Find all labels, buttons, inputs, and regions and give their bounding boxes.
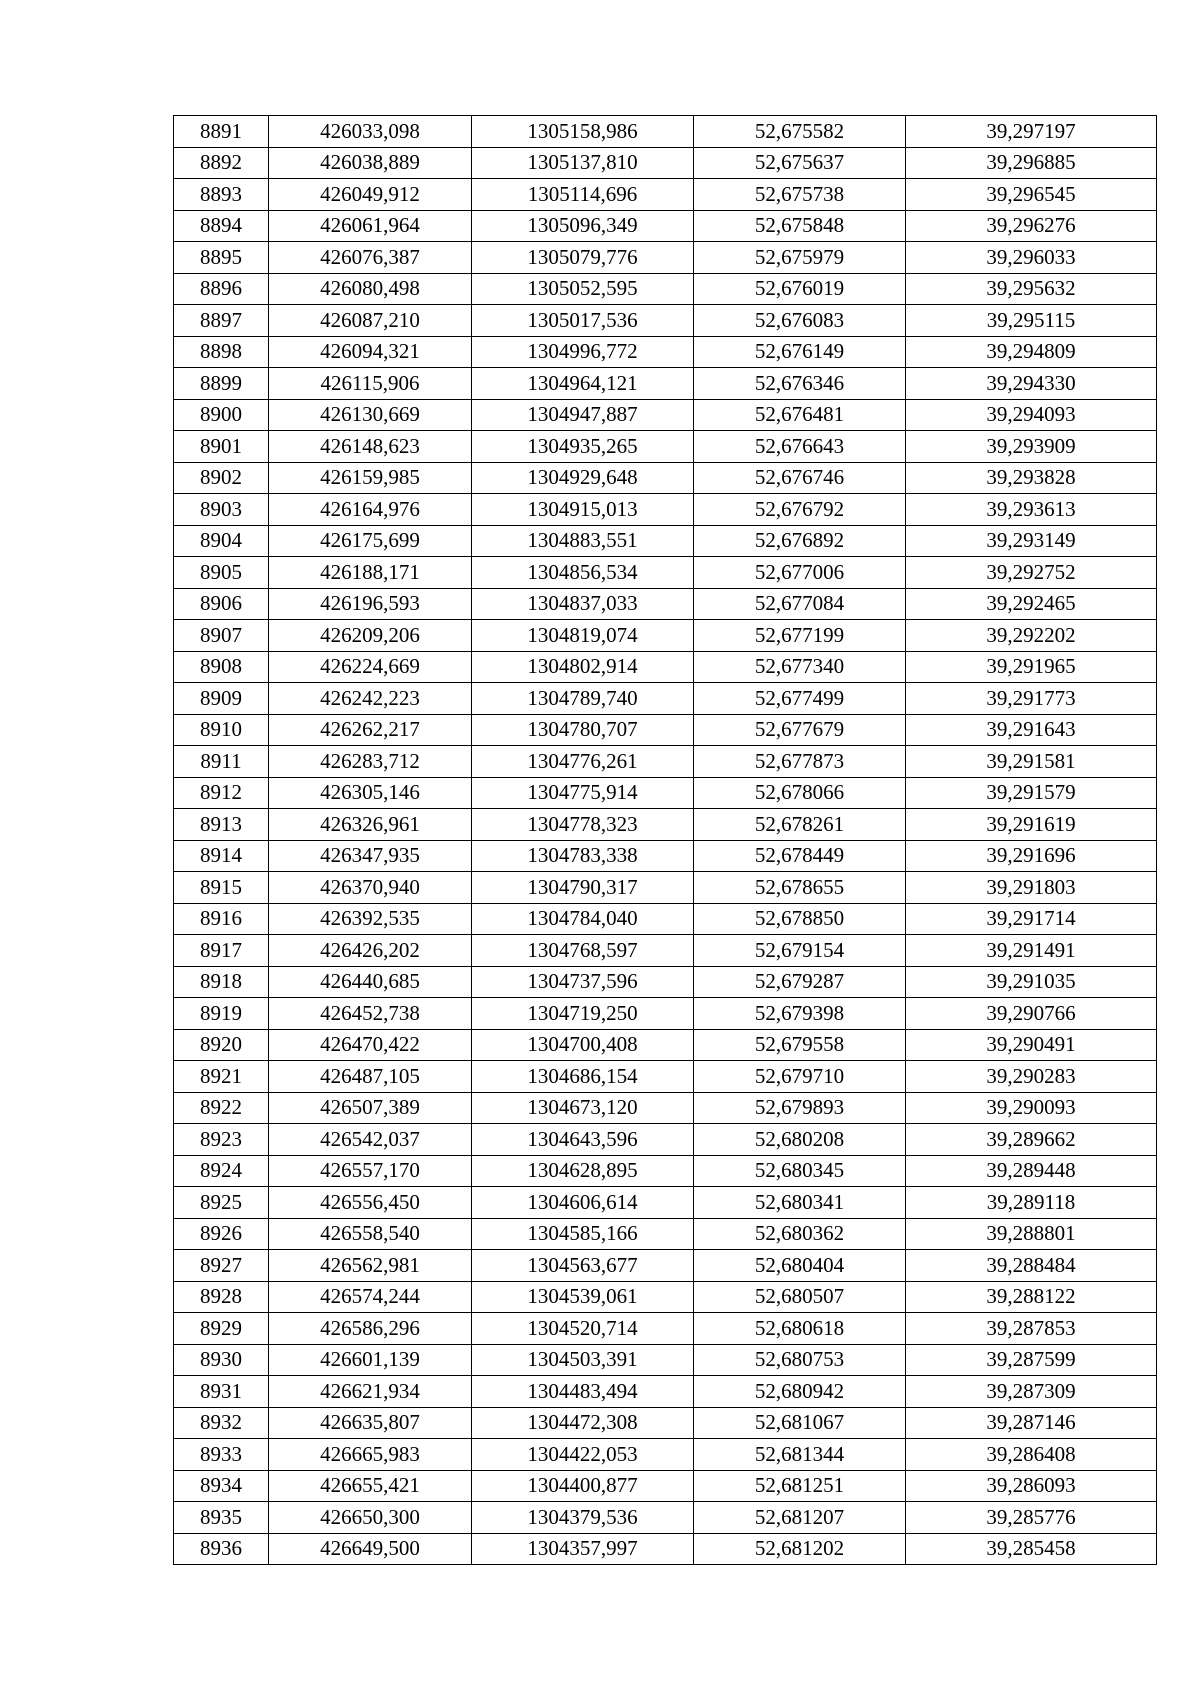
longitude-cell: 39,287599 — [906, 1344, 1157, 1376]
point-number-cell: 8894 — [174, 210, 269, 242]
table-row — [174, 1407, 1157, 1439]
latitude-cell: 52,680753 — [694, 1344, 906, 1376]
x-coordinate-cell: 426038,889 — [269, 147, 472, 179]
latitude-cell: 52,681251 — [694, 1470, 906, 1502]
longitude-cell: 39,290766 — [906, 998, 1157, 1030]
point-number-cell: 8926 — [174, 1218, 269, 1250]
latitude-cell: 52,681344 — [694, 1439, 906, 1471]
table-row — [174, 935, 1157, 967]
table-row — [174, 273, 1157, 305]
table-row — [174, 1344, 1157, 1376]
y-coordinate-cell: 1304628,895 — [472, 1155, 694, 1187]
table-row — [174, 714, 1157, 746]
y-coordinate-cell: 1304775,914 — [472, 777, 694, 809]
x-coordinate-cell: 426033,098 — [269, 116, 472, 148]
table-row — [174, 116, 1157, 148]
point-number-cell: 8936 — [174, 1533, 269, 1565]
latitude-cell: 52,680507 — [694, 1281, 906, 1313]
table-row — [174, 683, 1157, 715]
table-row — [174, 1187, 1157, 1219]
y-coordinate-cell: 1304563,677 — [472, 1250, 694, 1282]
y-coordinate-cell: 1305017,536 — [472, 305, 694, 337]
longitude-cell: 39,285776 — [906, 1502, 1157, 1534]
table-row — [174, 1092, 1157, 1124]
y-coordinate-cell: 1304784,040 — [472, 903, 694, 935]
longitude-cell: 39,286093 — [906, 1470, 1157, 1502]
latitude-cell: 52,676892 — [694, 525, 906, 557]
point-number-cell: 8928 — [174, 1281, 269, 1313]
x-coordinate-cell: 426649,500 — [269, 1533, 472, 1565]
longitude-cell: 39,291696 — [906, 840, 1157, 872]
table-row — [174, 1029, 1157, 1061]
longitude-cell: 39,291714 — [906, 903, 1157, 935]
longitude-cell: 39,285458 — [906, 1533, 1157, 1565]
longitude-cell: 39,286408 — [906, 1439, 1157, 1471]
latitude-cell: 52,675637 — [694, 147, 906, 179]
table-row — [174, 1124, 1157, 1156]
point-number-cell: 8909 — [174, 683, 269, 715]
longitude-cell: 39,296885 — [906, 147, 1157, 179]
longitude-cell: 39,289662 — [906, 1124, 1157, 1156]
x-coordinate-cell: 426148,623 — [269, 431, 472, 463]
y-coordinate-cell: 1305137,810 — [472, 147, 694, 179]
x-coordinate-cell: 426188,171 — [269, 557, 472, 589]
point-number-cell: 8912 — [174, 777, 269, 809]
latitude-cell: 52,680618 — [694, 1313, 906, 1345]
longitude-cell: 39,291491 — [906, 935, 1157, 967]
y-coordinate-cell: 1304768,597 — [472, 935, 694, 967]
y-coordinate-cell: 1304964,121 — [472, 368, 694, 400]
table-row — [174, 651, 1157, 683]
table-row — [174, 1533, 1157, 1565]
table-row — [174, 1281, 1157, 1313]
x-coordinate-cell: 426049,912 — [269, 179, 472, 211]
longitude-cell: 39,294330 — [906, 368, 1157, 400]
y-coordinate-cell: 1304673,120 — [472, 1092, 694, 1124]
latitude-cell: 52,681207 — [694, 1502, 906, 1534]
latitude-cell: 52,678449 — [694, 840, 906, 872]
latitude-cell: 52,680942 — [694, 1376, 906, 1408]
y-coordinate-cell: 1305114,696 — [472, 179, 694, 211]
y-coordinate-cell: 1304585,166 — [472, 1218, 694, 1250]
y-coordinate-cell: 1304539,061 — [472, 1281, 694, 1313]
x-coordinate-cell: 426470,422 — [269, 1029, 472, 1061]
latitude-cell: 52,680362 — [694, 1218, 906, 1250]
y-coordinate-cell: 1304783,338 — [472, 840, 694, 872]
point-number-cell: 8899 — [174, 368, 269, 400]
longitude-cell: 39,296033 — [906, 242, 1157, 274]
point-number-cell: 8925 — [174, 1187, 269, 1219]
latitude-cell: 52,679893 — [694, 1092, 906, 1124]
latitude-cell: 52,677006 — [694, 557, 906, 589]
table-row — [174, 336, 1157, 368]
latitude-cell: 52,681202 — [694, 1533, 906, 1565]
x-coordinate-cell: 426452,738 — [269, 998, 472, 1030]
y-coordinate-cell: 1304935,265 — [472, 431, 694, 463]
table-row — [174, 746, 1157, 778]
table-row — [174, 777, 1157, 809]
y-coordinate-cell: 1304915,013 — [472, 494, 694, 526]
y-coordinate-cell: 1304819,074 — [472, 620, 694, 652]
longitude-cell: 39,291773 — [906, 683, 1157, 715]
x-coordinate-cell: 426094,321 — [269, 336, 472, 368]
point-number-cell: 8914 — [174, 840, 269, 872]
longitude-cell: 39,292752 — [906, 557, 1157, 589]
x-coordinate-cell: 426130,669 — [269, 399, 472, 431]
point-number-cell: 8924 — [174, 1155, 269, 1187]
table-row — [174, 998, 1157, 1030]
y-coordinate-cell: 1304700,408 — [472, 1029, 694, 1061]
longitude-cell: 39,290093 — [906, 1092, 1157, 1124]
latitude-cell: 52,677679 — [694, 714, 906, 746]
longitude-cell: 39,287146 — [906, 1407, 1157, 1439]
table-row — [174, 525, 1157, 557]
longitude-cell: 39,297197 — [906, 116, 1157, 148]
x-coordinate-cell: 426164,976 — [269, 494, 472, 526]
latitude-cell: 52,676019 — [694, 273, 906, 305]
point-number-cell: 8929 — [174, 1313, 269, 1345]
point-number-cell: 8898 — [174, 336, 269, 368]
latitude-cell: 52,677499 — [694, 683, 906, 715]
y-coordinate-cell: 1304472,308 — [472, 1407, 694, 1439]
longitude-cell: 39,294093 — [906, 399, 1157, 431]
y-coordinate-cell: 1304856,534 — [472, 557, 694, 589]
y-coordinate-cell: 1305158,986 — [472, 116, 694, 148]
latitude-cell: 52,680404 — [694, 1250, 906, 1282]
latitude-cell: 52,679398 — [694, 998, 906, 1030]
table-row — [174, 1313, 1157, 1345]
table-row — [174, 903, 1157, 935]
y-coordinate-cell: 1304737,596 — [472, 966, 694, 998]
point-number-cell: 8915 — [174, 872, 269, 904]
x-coordinate-cell: 426574,244 — [269, 1281, 472, 1313]
table-row — [174, 1218, 1157, 1250]
y-coordinate-cell: 1304996,772 — [472, 336, 694, 368]
longitude-cell: 39,292465 — [906, 588, 1157, 620]
longitude-cell: 39,295632 — [906, 273, 1157, 305]
point-number-cell: 8918 — [174, 966, 269, 998]
longitude-cell: 39,289448 — [906, 1155, 1157, 1187]
longitude-cell: 39,296545 — [906, 179, 1157, 211]
latitude-cell: 52,676481 — [694, 399, 906, 431]
x-coordinate-cell: 426175,699 — [269, 525, 472, 557]
longitude-cell: 39,291803 — [906, 872, 1157, 904]
table-row — [174, 840, 1157, 872]
latitude-cell: 52,680208 — [694, 1124, 906, 1156]
longitude-cell: 39,291579 — [906, 777, 1157, 809]
latitude-cell: 52,676643 — [694, 431, 906, 463]
point-number-cell: 8935 — [174, 1502, 269, 1534]
table-row — [174, 1061, 1157, 1093]
y-coordinate-cell: 1304929,648 — [472, 462, 694, 494]
latitude-cell: 52,679154 — [694, 935, 906, 967]
latitude-cell: 52,675848 — [694, 210, 906, 242]
y-coordinate-cell: 1304400,877 — [472, 1470, 694, 1502]
x-coordinate-cell: 426426,202 — [269, 935, 472, 967]
table-row — [174, 557, 1157, 589]
x-coordinate-cell: 426392,535 — [269, 903, 472, 935]
longitude-cell: 39,293613 — [906, 494, 1157, 526]
x-coordinate-cell: 426076,387 — [269, 242, 472, 274]
longitude-cell: 39,290283 — [906, 1061, 1157, 1093]
y-coordinate-cell: 1304520,714 — [472, 1313, 694, 1345]
table-row — [174, 399, 1157, 431]
longitude-cell: 39,287853 — [906, 1313, 1157, 1345]
x-coordinate-cell: 426283,712 — [269, 746, 472, 778]
y-coordinate-cell: 1304357,997 — [472, 1533, 694, 1565]
latitude-cell: 52,675738 — [694, 179, 906, 211]
point-number-cell: 8934 — [174, 1470, 269, 1502]
y-coordinate-cell: 1304780,707 — [472, 714, 694, 746]
point-number-cell: 8905 — [174, 557, 269, 589]
x-coordinate-cell: 426080,498 — [269, 273, 472, 305]
latitude-cell: 52,677873 — [694, 746, 906, 778]
point-number-cell: 8896 — [174, 273, 269, 305]
y-coordinate-cell: 1304719,250 — [472, 998, 694, 1030]
point-number-cell: 8921 — [174, 1061, 269, 1093]
y-coordinate-cell: 1304606,614 — [472, 1187, 694, 1219]
y-coordinate-cell: 1305079,776 — [472, 242, 694, 274]
longitude-cell: 39,293909 — [906, 431, 1157, 463]
point-number-cell: 8916 — [174, 903, 269, 935]
point-number-cell: 8908 — [174, 651, 269, 683]
y-coordinate-cell: 1304947,887 — [472, 399, 694, 431]
x-coordinate-cell: 426601,139 — [269, 1344, 472, 1376]
longitude-cell: 39,291965 — [906, 651, 1157, 683]
y-coordinate-cell: 1305096,349 — [472, 210, 694, 242]
x-coordinate-cell: 426586,296 — [269, 1313, 472, 1345]
y-coordinate-cell: 1304643,596 — [472, 1124, 694, 1156]
latitude-cell: 52,675582 — [694, 116, 906, 148]
latitude-cell: 52,676083 — [694, 305, 906, 337]
x-coordinate-cell: 426115,906 — [269, 368, 472, 400]
point-number-cell: 8922 — [174, 1092, 269, 1124]
latitude-cell: 52,677084 — [694, 588, 906, 620]
point-number-cell: 8893 — [174, 179, 269, 211]
table-row — [174, 210, 1157, 242]
longitude-cell: 39,292202 — [906, 620, 1157, 652]
x-coordinate-cell: 426542,037 — [269, 1124, 472, 1156]
coordinates-table — [173, 115, 1157, 1565]
y-coordinate-cell: 1304837,033 — [472, 588, 694, 620]
longitude-cell: 39,288122 — [906, 1281, 1157, 1313]
x-coordinate-cell: 426326,961 — [269, 809, 472, 841]
table-row — [174, 1376, 1157, 1408]
longitude-cell: 39,294809 — [906, 336, 1157, 368]
longitude-cell: 39,290491 — [906, 1029, 1157, 1061]
x-coordinate-cell: 426650,300 — [269, 1502, 472, 1534]
point-number-cell: 8927 — [174, 1250, 269, 1282]
x-coordinate-cell: 426159,985 — [269, 462, 472, 494]
x-coordinate-cell: 426242,223 — [269, 683, 472, 715]
table-row — [174, 872, 1157, 904]
table-row — [174, 1470, 1157, 1502]
longitude-cell: 39,291035 — [906, 966, 1157, 998]
table-row — [174, 179, 1157, 211]
table-row — [174, 1502, 1157, 1534]
x-coordinate-cell: 426621,934 — [269, 1376, 472, 1408]
latitude-cell: 52,678655 — [694, 872, 906, 904]
latitude-cell: 52,678066 — [694, 777, 906, 809]
point-number-cell: 8895 — [174, 242, 269, 274]
y-coordinate-cell: 1304778,323 — [472, 809, 694, 841]
longitude-cell: 39,293828 — [906, 462, 1157, 494]
x-coordinate-cell: 426558,540 — [269, 1218, 472, 1250]
x-coordinate-cell: 426665,983 — [269, 1439, 472, 1471]
y-coordinate-cell: 1304686,154 — [472, 1061, 694, 1093]
x-coordinate-cell: 426209,206 — [269, 620, 472, 652]
latitude-cell: 52,678261 — [694, 809, 906, 841]
y-coordinate-cell: 1304883,551 — [472, 525, 694, 557]
point-number-cell: 8897 — [174, 305, 269, 337]
x-coordinate-cell: 426370,940 — [269, 872, 472, 904]
x-coordinate-cell: 426562,981 — [269, 1250, 472, 1282]
point-number-cell: 8907 — [174, 620, 269, 652]
y-coordinate-cell: 1304379,536 — [472, 1502, 694, 1534]
point-number-cell: 8917 — [174, 935, 269, 967]
latitude-cell: 52,678850 — [694, 903, 906, 935]
x-coordinate-cell: 426347,935 — [269, 840, 472, 872]
point-number-cell: 8932 — [174, 1407, 269, 1439]
y-coordinate-cell: 1305052,595 — [472, 273, 694, 305]
y-coordinate-cell: 1304789,740 — [472, 683, 694, 715]
point-number-cell: 8919 — [174, 998, 269, 1030]
point-number-cell: 8911 — [174, 746, 269, 778]
latitude-cell: 52,679287 — [694, 966, 906, 998]
x-coordinate-cell: 426262,217 — [269, 714, 472, 746]
y-coordinate-cell: 1304790,317 — [472, 872, 694, 904]
x-coordinate-cell: 426224,669 — [269, 651, 472, 683]
table-row — [174, 1439, 1157, 1471]
x-coordinate-cell: 426557,170 — [269, 1155, 472, 1187]
x-coordinate-cell: 426635,807 — [269, 1407, 472, 1439]
x-coordinate-cell: 426655,421 — [269, 1470, 472, 1502]
x-coordinate-cell: 426556,450 — [269, 1187, 472, 1219]
point-number-cell: 8892 — [174, 147, 269, 179]
longitude-cell: 39,291619 — [906, 809, 1157, 841]
coordinates-table-body — [174, 116, 1157, 1565]
table-row — [174, 620, 1157, 652]
latitude-cell: 52,679558 — [694, 1029, 906, 1061]
longitude-cell: 39,291581 — [906, 746, 1157, 778]
y-coordinate-cell: 1304776,261 — [472, 746, 694, 778]
latitude-cell: 52,676792 — [694, 494, 906, 526]
y-coordinate-cell: 1304802,914 — [472, 651, 694, 683]
x-coordinate-cell: 426507,389 — [269, 1092, 472, 1124]
point-number-cell: 8891 — [174, 116, 269, 148]
longitude-cell: 39,288801 — [906, 1218, 1157, 1250]
latitude-cell: 52,677199 — [694, 620, 906, 652]
latitude-cell: 52,679710 — [694, 1061, 906, 1093]
latitude-cell: 52,675979 — [694, 242, 906, 274]
point-number-cell: 8931 — [174, 1376, 269, 1408]
point-number-cell: 8903 — [174, 494, 269, 526]
point-number-cell: 8913 — [174, 809, 269, 841]
x-coordinate-cell: 426196,593 — [269, 588, 472, 620]
table-row — [174, 305, 1157, 337]
latitude-cell: 52,676346 — [694, 368, 906, 400]
table-row — [174, 809, 1157, 841]
point-number-cell: 8902 — [174, 462, 269, 494]
x-coordinate-cell: 426487,105 — [269, 1061, 472, 1093]
table-row — [174, 1155, 1157, 1187]
table-row — [174, 462, 1157, 494]
longitude-cell: 39,288484 — [906, 1250, 1157, 1282]
table-row — [174, 368, 1157, 400]
point-number-cell: 8904 — [174, 525, 269, 557]
table-row — [174, 242, 1157, 274]
x-coordinate-cell: 426440,685 — [269, 966, 472, 998]
table-row — [174, 147, 1157, 179]
longitude-cell: 39,293149 — [906, 525, 1157, 557]
table-row — [174, 588, 1157, 620]
x-coordinate-cell: 426305,146 — [269, 777, 472, 809]
x-coordinate-cell: 426087,210 — [269, 305, 472, 337]
table-row — [174, 966, 1157, 998]
point-number-cell: 8923 — [174, 1124, 269, 1156]
latitude-cell: 52,676149 — [694, 336, 906, 368]
x-coordinate-cell: 426061,964 — [269, 210, 472, 242]
latitude-cell: 52,681067 — [694, 1407, 906, 1439]
latitude-cell: 52,680345 — [694, 1155, 906, 1187]
y-coordinate-cell: 1304503,391 — [472, 1344, 694, 1376]
point-number-cell: 8906 — [174, 588, 269, 620]
point-number-cell: 8920 — [174, 1029, 269, 1061]
table-row — [174, 1250, 1157, 1282]
longitude-cell: 39,291643 — [906, 714, 1157, 746]
longitude-cell: 39,295115 — [906, 305, 1157, 337]
point-number-cell: 8900 — [174, 399, 269, 431]
point-number-cell: 8933 — [174, 1439, 269, 1471]
table-row — [174, 494, 1157, 526]
point-number-cell: 8930 — [174, 1344, 269, 1376]
longitude-cell: 39,296276 — [906, 210, 1157, 242]
latitude-cell: 52,676746 — [694, 462, 906, 494]
point-number-cell: 8901 — [174, 431, 269, 463]
y-coordinate-cell: 1304483,494 — [472, 1376, 694, 1408]
latitude-cell: 52,680341 — [694, 1187, 906, 1219]
point-number-cell: 8910 — [174, 714, 269, 746]
longitude-cell: 39,287309 — [906, 1376, 1157, 1408]
table-row — [174, 431, 1157, 463]
longitude-cell: 39,289118 — [906, 1187, 1157, 1219]
y-coordinate-cell: 1304422,053 — [472, 1439, 694, 1471]
latitude-cell: 52,677340 — [694, 651, 906, 683]
